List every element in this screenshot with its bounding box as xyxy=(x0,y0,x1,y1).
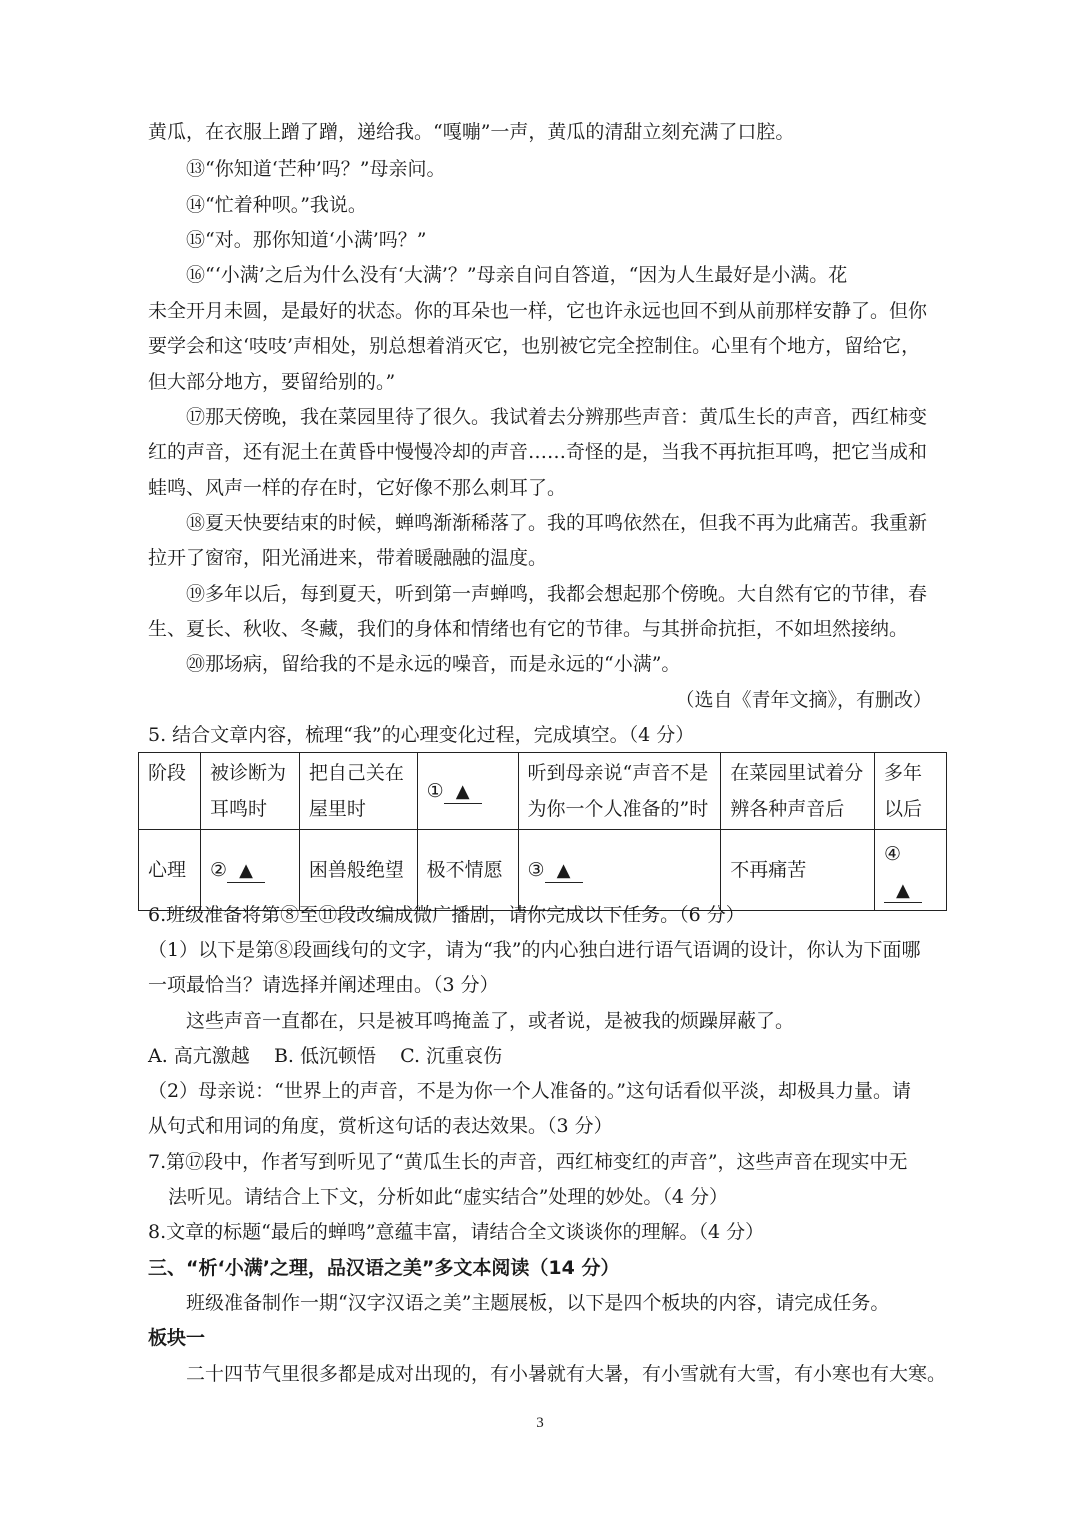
question-6-1-line2: 一项最恰当？请选择并阐述理由。（3 分） xyxy=(148,974,499,996)
paragraph-18-line1: ⑱夏天快要结束的时候，蝉鸣渐渐稀落了。我的耳鸣依然在，但我不再为此痛苦。我重新 xyxy=(186,512,928,534)
table-cell-stage-4: 听到母亲说“声音不是为你一个人准备的”时 xyxy=(518,753,721,830)
question-7-line2: 法听见。请结合上下文，分析如此“虚实结合”处理的妙处。（4 分） xyxy=(168,1186,729,1208)
table-cell-stage-label: 阶段 xyxy=(139,753,201,830)
paragraph-18-line2: 拉开了窗帘，阳光涌进来，带着暖融融的温度。 xyxy=(148,547,548,569)
paragraph-20: ⑳那场病，留给我的不是永远的噪音，而是永远的“小满”。 xyxy=(186,653,681,675)
paragraph-15: ⑮“对。那你知道‘小满’吗？” xyxy=(186,229,427,251)
paragraph-16-line1: ⑯“‘小满’之后为什么没有‘大满’？”母亲自问自答道，“因为人生最好是小满。花 xyxy=(186,264,848,286)
table-cell-stage-2: 把自己关在屋里时 xyxy=(299,753,417,830)
question-5: 5. 结合文章内容，梳理“我”的心理变化过程，完成填空。（4 分） xyxy=(148,724,695,746)
question-6: 6.班级准备将第⑧至⑪段改编成微广播剧，请你完成以下任务。（6 分） xyxy=(148,904,745,926)
question-6-options: A. 高亢激越 B. 低沉顿悟 C. 沉重哀伤 xyxy=(148,1045,503,1067)
paragraph-16-line4: 但大部分地方，要留给别的。” xyxy=(148,371,396,393)
blank-marker-3: ▲ xyxy=(545,860,583,883)
page-number: 3 xyxy=(536,1415,544,1431)
table-cell-mind-1-blank[interactable]: ② ▲ xyxy=(200,830,299,911)
section-3-heading: 三、“析‘小满’之理，品汉语之美”多文本阅读（14 分） xyxy=(148,1257,620,1279)
paragraph-13: ⑬“你知道‘芒种’吗？”母亲问。 xyxy=(186,158,446,180)
question-6-1-line1: （1）以下是第⑧段画线句的文字，请为“我”的内心独白进行语气语调的设计，你认为下面哪 xyxy=(148,939,921,961)
paragraph-16-line3: 要学会和这‘吱吱’声相处，别总想着消灭它，也别被它完全控制住。心里有个地方，留给它， xyxy=(148,335,921,357)
blank-marker-2: ▲ xyxy=(227,860,265,883)
blank-marker-4: ▲ xyxy=(884,880,922,903)
paragraph-12-end: 黄瓜，在衣服上蹭了蹭，递给我。“嘎嘣”一声，黄瓜的清甜立刻充满了口腔。 xyxy=(148,121,795,143)
paragraph-17-line2: 红的声音，还有泥土在黄昏中慢慢冷却的声音……奇怪的是，当我不再抗拒耳鸣，把它当成和 xyxy=(148,441,928,463)
block-1-text: 二十四节气里很多都是成对出现的，有小暑就有大暑，有小雪就有大雪，有小寒也有大寒。 xyxy=(186,1363,947,1385)
question-8: 8.文章的标题“最后的蝉鸣”意蕴丰富，请结合全文谈谈你的理解。（4 分） xyxy=(148,1221,765,1243)
paragraph-19-line2: 生、夏长、秋收、冬藏，我们的身体和情绪也有它的节律。与其拼命抗拒，不如坦然接纳。 xyxy=(148,618,909,640)
section-3-intro: 班级准备制作一期“汉字汉语之美”主题展板，以下是四个板块的内容，请完成任务。 xyxy=(186,1292,890,1314)
source-note: （选自《青年文摘》，有删改） xyxy=(675,689,932,711)
table-cell-stage-5: 在菜园里试着分辨各种声音后 xyxy=(721,753,875,830)
block-1-heading: 板块一 xyxy=(148,1327,206,1349)
table-cell-mind-4-blank[interactable]: ③ ▲ xyxy=(518,830,721,911)
underlined-quote: 这些声音一直都在，只是被耳鸣掩盖了，或者说，是被我的烦躁屏蔽了。 xyxy=(186,1010,795,1032)
table-cell-stage-3-blank[interactable]: ① ▲ xyxy=(417,753,518,830)
paragraph-17-line3: 蛙鸣、风声一样的存在时，它好像不那么刺耳了。 xyxy=(148,477,567,499)
question-6-2-line2: 从句式和用词的角度，赏析这句话的表达效果。（3 分） xyxy=(148,1115,613,1137)
table-cell-mind-2: 困兽般绝望 xyxy=(299,830,417,911)
paragraph-17-line1: ⑰那天傍晚，我在菜园里待了很久。我试着去分辨那些声音：黄瓜生长的声音，西红柿变 xyxy=(186,406,928,428)
table-cell-mind-6-blank[interactable]: ④▲ xyxy=(874,830,946,911)
table-cell-mind-3: 极不情愿 xyxy=(417,830,518,911)
question-6-2-line1: （2）母亲说：“世界上的声音，不是为你一个人准备的。”这句话看似平淡，却极具力量。请 xyxy=(148,1080,912,1102)
table-cell-mind-label: 心理 xyxy=(139,830,201,911)
psychology-table xyxy=(138,752,947,911)
table-cell-stage-6: 多年以后 xyxy=(874,753,946,830)
blank-marker-1: ▲ xyxy=(444,781,482,804)
table-cell-mind-5: 不再痛苦 xyxy=(721,830,875,911)
table-cell-stage-1: 被诊断为耳鸣时 xyxy=(200,753,299,830)
question-7-line1: 7.第⑰段中，作者写到听见了“黄瓜生长的声音，西红柿变红的声音”，这些声音在现实中无 xyxy=(148,1151,908,1173)
paragraph-19-line1: ⑲多年以后，每到夏天，听到第一声蝉鸣，我都会想起那个傍晚。大自然有它的节律，春 xyxy=(186,583,928,605)
paragraph-14: ⑭“忙着种呗。”我说。 xyxy=(186,194,367,216)
paragraph-16-line2: 未全开月未圆，是最好的状态。你的耳朵也一样，它也许永远也回不到从前那样安静了。但你 xyxy=(148,300,928,322)
